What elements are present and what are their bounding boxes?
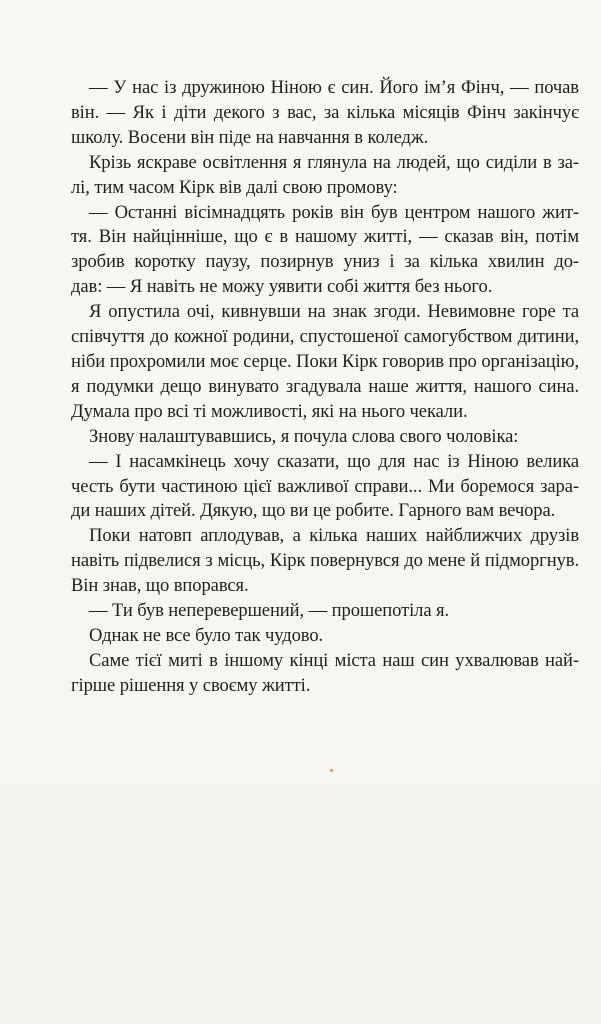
body-text	[71, 76, 579, 699]
text-line: я подумки дещо винувато згадувала наше життя, нашого сина.	[71, 375, 579, 397]
text-line: ди наших дітей. Дякую, що ви це робите. Гарного вам вечора.	[71, 500, 556, 522]
text-line: ніби прохромили моє серце. Поки Кірк говорив про організацію,	[71, 350, 579, 372]
text-line: Думала про всі ті можливості, які на нього чекали.	[71, 400, 468, 422]
text-line: — Ти був неперевершений, — прошепотіла я.	[89, 600, 450, 622]
text-line: Поки натовп аплодував, а кілька наших найближчих друзів	[89, 525, 579, 547]
text-line: — І насамкінець хочу сказати, що для нас із Ніною велика	[89, 450, 579, 472]
paper-speck	[330, 769, 333, 772]
text-line: зробив коротку паузу, позирнув униз і за кілька хвилин до-	[71, 251, 579, 273]
text-line: тя. Він найцінніше, що є в нашому житті, — сказав він, потім	[71, 226, 579, 248]
text-line: Саме тієї миті в іншому кінці міста наш син ухвалював най-	[89, 649, 579, 671]
text-line: Я опустила очі, кивнувши на знак згоди. Невимовне горе та	[89, 301, 579, 323]
text-line: школу. Восени він піде на навчання в коледж.	[71, 126, 429, 148]
text-line: гірше рішення у своєму житті.	[71, 674, 311, 696]
text-line: навіть підвелися з місць, Кірк повернувся до мене й підморгнув.	[71, 550, 579, 572]
text-line: він. — Як і діти декого з вас, за кілька місяців Фінч закінчує	[71, 101, 579, 123]
text-line: Однак не все було так чудово.	[89, 624, 324, 646]
text-line: — Останні вісімнадцять років він був центром нашого жит-	[89, 201, 579, 223]
text-line: дав: — Я навіть не можу уявити собі життя без нього.	[71, 276, 493, 298]
text-line: лі, тим часом Кірк вів далі свою промову:	[71, 176, 398, 198]
text-line: Він знав, що впорався.	[71, 575, 249, 597]
text-line: честь бути частиною цієї важливої справи... Ми боремося зара-	[71, 475, 579, 497]
text-line: — У нас із дружиною Ніною є син. Його ім’я Фінч, — почав	[89, 77, 579, 98]
text-line: Знову налаштувавшись, я почула слова свого чоловіка:	[89, 425, 519, 447]
text-line: співчуття до кожної родини, спустошеної самогубством дитини,	[71, 326, 579, 348]
text-line: Крізь яскраве освітлення я глянула на людей, що сиділи в за-	[89, 151, 579, 173]
